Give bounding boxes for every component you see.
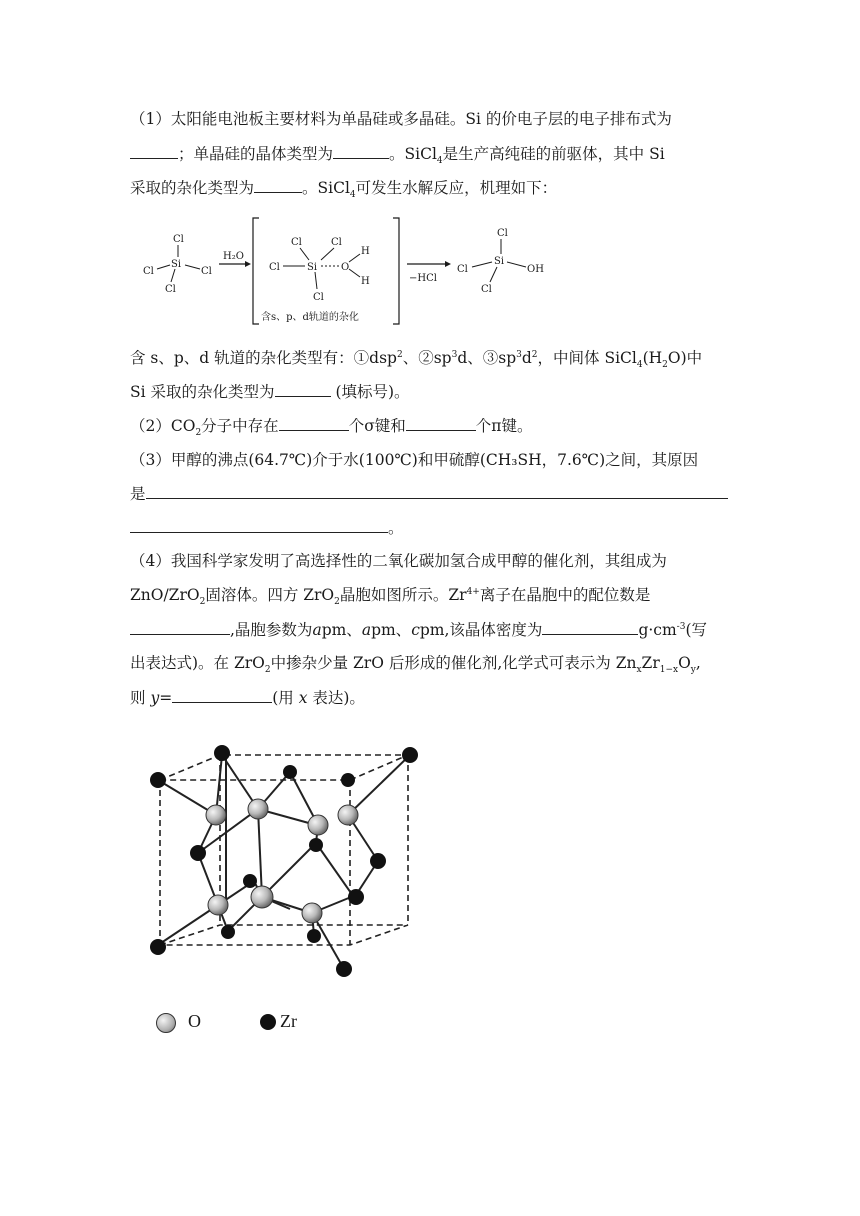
atom-cl: Cl: [457, 264, 468, 275]
zr-atom: [309, 838, 323, 852]
atom-h: H: [361, 246, 370, 257]
atom-cl: Cl: [497, 228, 508, 239]
atom-cl: Cl: [269, 262, 280, 273]
zr-atom: [221, 925, 235, 939]
q3-line-3: 。: [130, 516, 404, 539]
q4-line-2: ZnO/ZrO$_2$固溶体。四方 ZrO$_2$晶胞如图所示。$Zr^{4+}$离子在晶胞中的配位数是: [130, 586, 651, 608]
bracket-note: 含s、p、d轨道的杂化: [261, 312, 359, 323]
q1-line-1: （1）太阳能电池板主要材料为单晶硅或多晶硅。Si 的价电子层的电子排布式为: [130, 110, 672, 128]
answer-blank[interactable]: [130, 142, 178, 159]
zro2-unit-cell-figure: [140, 735, 440, 1055]
zr-atom: [402, 747, 418, 763]
hydrolysis-mechanism-diagram: [135, 212, 555, 332]
q1-line-3: 采取的杂化类型为 。SiCl$_4$可发生水解反应，机理如下：: [130, 176, 557, 199]
zr-atom: [283, 765, 297, 779]
atom-h: H: [361, 276, 370, 287]
o-legend-label: O: [188, 1011, 201, 1031]
atom-cl: Cl: [201, 266, 212, 277]
q2-line: $(2)CO_2$分子中存在 个σ键和 个π键。: [130, 414, 532, 437]
zr-atom: [370, 853, 386, 869]
o-legend-swatch: [156, 1013, 176, 1033]
atom-si: Si: [171, 259, 182, 270]
zr-legend-swatch: [260, 1014, 276, 1030]
answer-blank[interactable]: [542, 618, 638, 635]
answer-blank[interactable]: [254, 176, 302, 193]
zr-atom: [341, 773, 355, 787]
o-atom: [248, 799, 268, 819]
atom-cl: Cl: [331, 237, 342, 248]
zr-atom: [150, 939, 166, 955]
o-atom: [302, 903, 322, 923]
atom-cl: Cl: [143, 266, 154, 277]
q1-line-5: Si 采取的杂化类型为 (填标号)。: [130, 380, 410, 403]
q3-line-1: （3）甲醇的沸点(64.7℃)介于水(100℃)和甲硫醇(CH₃SH，7.6℃)之间，其原因: [130, 451, 699, 469]
q1-line-2: ；单晶硅的晶体类型为 。SiCl$_4$是生产高纯硅的前驱体，其中 Si: [130, 142, 665, 165]
zr-legend-label: Zr: [280, 1011, 297, 1031]
zr-atom: [214, 745, 230, 761]
atom-cl: Cl: [291, 237, 302, 248]
atom-si: Si: [307, 262, 318, 273]
q4-line-5: 则 y= (用 x 表达)。: [130, 686, 365, 709]
atom-oh: OH: [527, 264, 544, 275]
q4-line-3: ,晶胞参数为apm、apm、cpm,该晶体密度为 $g\cdot cm^{-3}$(写: [130, 618, 707, 641]
answer-blank[interactable]: [275, 380, 331, 397]
answer-blank[interactable]: [146, 482, 728, 499]
atom-cl: Cl: [313, 292, 324, 303]
byproduct-label: −HCl: [409, 273, 437, 284]
zr-atom: [150, 772, 166, 788]
zr-atom: [348, 889, 364, 905]
answer-blank[interactable]: [406, 414, 476, 431]
zr-atom: [190, 845, 206, 861]
atom-o: O: [341, 262, 350, 273]
atom-cl: Cl: [173, 234, 184, 245]
q1-line-4: 含 s、p、d 轨道的杂化类型有：①dsp$^2$、$②sp^3d$、$③sp^3d^2$，中间体 $SiCl_4(H_2O)$中: [130, 349, 703, 371]
o-atom: [308, 815, 328, 835]
o-atom: [251, 886, 273, 908]
o-atom: [206, 805, 226, 825]
zr-atom: [307, 929, 321, 943]
atom-si: Si: [494, 256, 505, 267]
atom-cl: Cl: [481, 284, 492, 295]
answer-blank[interactable]: [333, 142, 389, 159]
zr-atom: [243, 874, 257, 888]
o-atom: [338, 805, 358, 825]
zr-atom: [336, 961, 352, 977]
q3-line-2: 是: [130, 482, 728, 505]
answer-blank[interactable]: [130, 516, 388, 533]
answer-blank[interactable]: [172, 686, 272, 703]
reagent-label: H₂O: [223, 251, 244, 262]
answer-blank[interactable]: [130, 618, 230, 635]
q4-line-4: 出表达式)。在 ZrO$_2$中掺杂少量 ZrO 后形成的催化剂,化学式可表示为 $Zn_xZr_{1-x}O_y$,: [130, 654, 701, 676]
answer-blank[interactable]: [279, 414, 349, 431]
q4-line-1: （4）我国科学家发明了高选择性的二氧化碳加氢合成甲醇的催化剂，其组成为: [130, 552, 667, 570]
atom-cl: Cl: [165, 284, 176, 295]
o-atom: [208, 895, 228, 915]
